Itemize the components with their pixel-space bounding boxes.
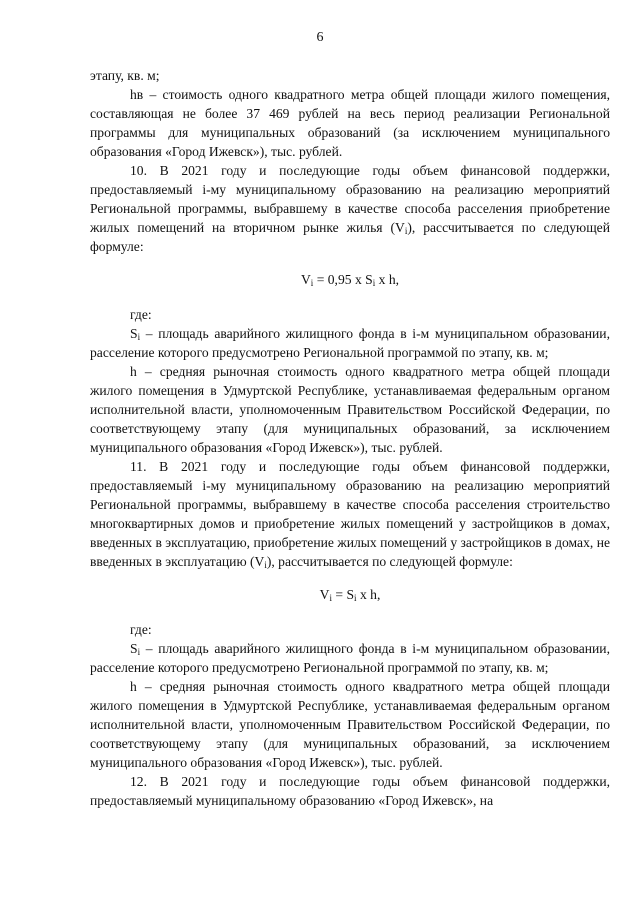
paragraph-continuation: этапу, кв. м; (90, 68, 160, 83)
paragraph-clause-12: 12. В 2021 году и последующие годы объем финансовой поддержки, предоставляемый муниципальному образованию «Город Ижевск», на (90, 774, 610, 808)
paragraph-h-definition: h – средняя рыночная стоимость одного квадратного метра общей площади жилого помещения в Удмуртской Республике, устанавливаемая федеральным органом исполнительной власти, уполномоченным Правительством Российской Федерации, по соответствующему этапу (для муниципальных образований, за исключением муниципального образования «Город Ижевск»), тыс. рублей. (90, 364, 610, 455)
formula-vi-secondary-market: $V_i = 0,95$ x $S_i$ x h, (300, 272, 400, 288)
paragraph-clause-10: 10. В 2021 году и последующие годы объем финансовой поддержки, предоставляемый i-му муниципальному образованию на реализацию мероприятий Региональной программы, выбравшему в качестве способа расселения приобретение жилых помещений на вторичном рынке жилья $(V_i)$, рассчитывается по следующей формуле: (90, 163, 610, 254)
formula-vi-construction: $V_i = S_i$ x h, (319, 587, 381, 603)
page-number: 6 (316, 30, 324, 45)
where-label: где: (130, 307, 152, 322)
paragraph-h-definition: h – средняя рыночная стоимость одного квадратного метра общей площади жилого помещения в Удмуртской Республике, устанавливаемая федеральным органом исполнительной власти, уполномоченным Правительством Российской Федерации, по соответствующему этапу (для муниципальных образований, за исключением муниципального образования «Город Ижевск»), тыс. рублей. (90, 679, 610, 770)
paragraph-clause-11: 11. В 2021 году и последующие годы объем финансовой поддержки, предоставляемый i-му муниципальному образованию на реализацию мероприятий Региональной программы, выбравшему в качестве способа расселения строительство многоквартирных домов и приобретение жилых помещений у застройщиков в домах, введенных в эксплуатацию, приобретение жилых помещений у застройщиков в домах, не введенных в эксплуатацию $(V_i)$, рассчитывается по следующей формуле: (90, 459, 610, 570)
paragraph-si-definition: $S_i$ – площадь аварийного жилищного фонда в i-м муниципальном образовании, расселение которого предусмотрено Региональной программой по этапу, кв. м; (90, 326, 610, 360)
paragraph-si-definition: $S_i$ – площадь аварийного жилищного фонда в i-м муниципальном образовании, расселение которого предусмотрено Региональной программой по этапу, кв. м; (90, 641, 610, 675)
paragraph-hv-definition: hв – стоимость одного квадратного метра общей площади жилого помещения, составляющая не более 37 469 рублей на весь период реализации Региональной программы для муниципальных образований (за исключением муниципального образования «Город Ижевск»), тыс. рублей. (90, 87, 610, 159)
where-label: где: (130, 622, 152, 637)
document-body (90, 66, 610, 810)
